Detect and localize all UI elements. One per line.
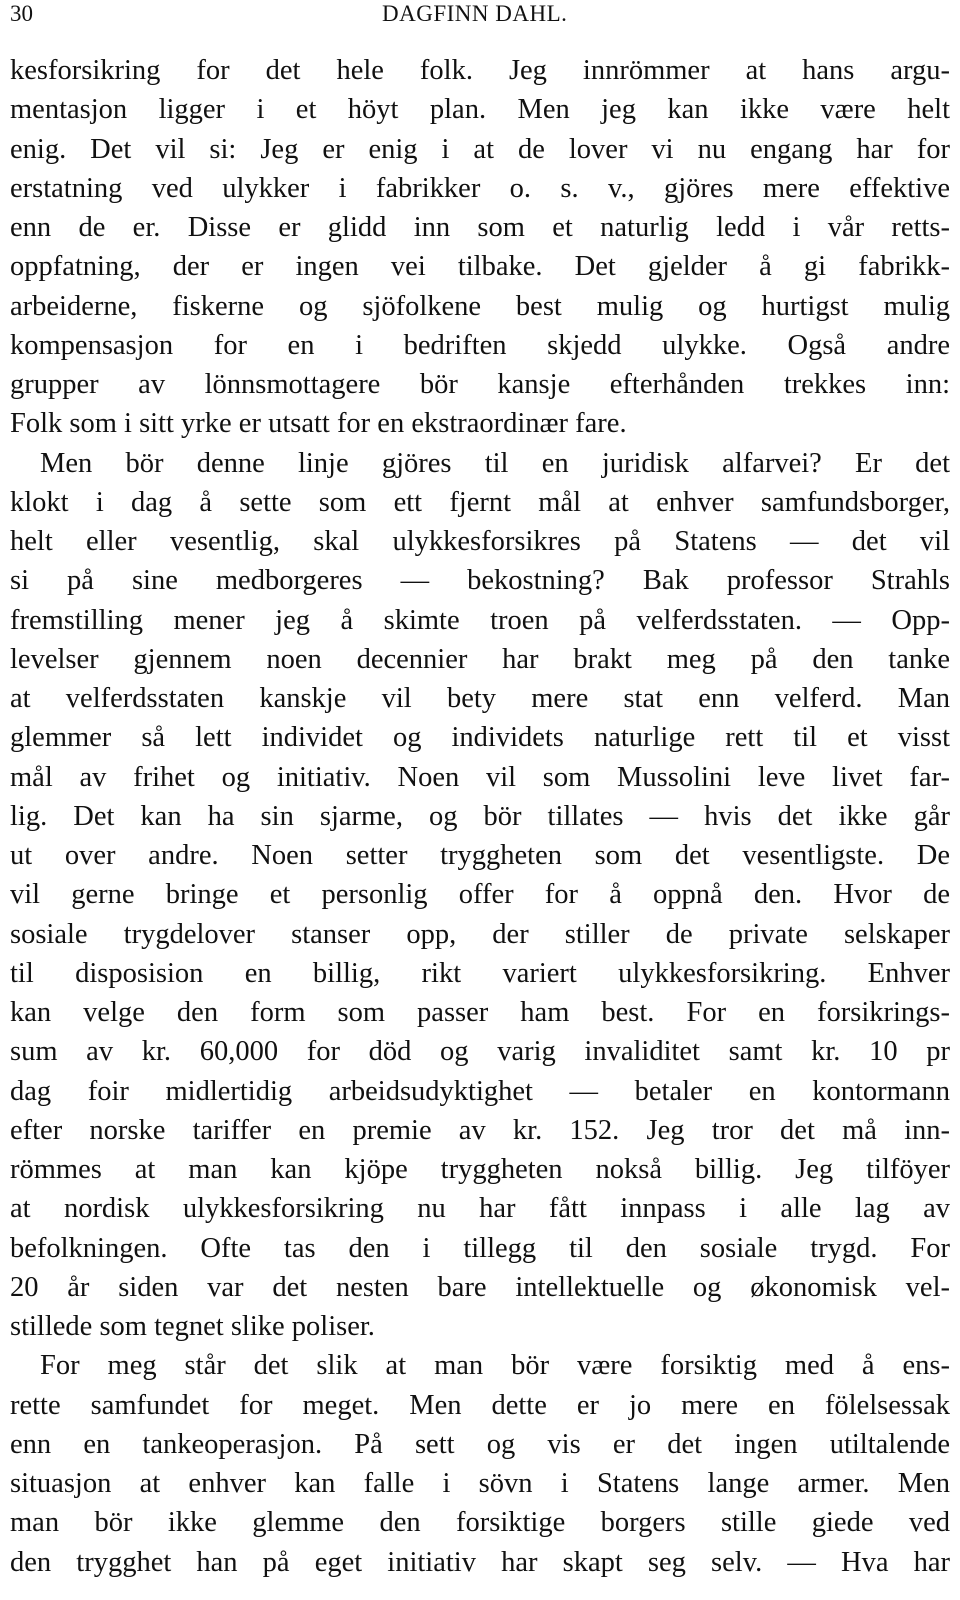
paragraph-start-line: For meg står det slik at man bör være forsiktig med å ens- <box>40 1350 950 1382</box>
page-header <box>10 0 950 30</box>
text-line: kesforsikring for det hele folk. Jeg innrömmer at hans argu- <box>10 55 950 86</box>
page-number: 30 <box>10 1 33 26</box>
text-line: efter norske tariffer en premie av kr. 152. Jeg tror det må inn- <box>10 1114 950 1146</box>
text-line: Folk som i sitt yrke er utsatt for en ekstraordinær fare. <box>10 408 627 440</box>
text-line: enig. Det vil si: Jeg er enig i at de lover vi nu engang har for <box>10 133 950 165</box>
text-line: rette samfundet for meget. Men dette er jo mere en fölelsessak <box>10 1389 950 1421</box>
text-line: stillede som tegnet slike poliser. <box>10 1311 375 1342</box>
text-line: ut over andre. Noen setter tryggheten som det vesentligste. De <box>10 840 950 871</box>
text-line: sosiale trygdelover stanser opp, der stiller de private selskaper <box>10 918 950 950</box>
body-text <box>10 51 950 1582</box>
paragraph-start-line: Men bör denne linje gjöres til en juridisk alfarvei? Er det <box>40 447 950 479</box>
text-line: den trygghet han på eget initiativ har skapt seg selv. — Hva har <box>10 1546 950 1578</box>
text-line: enn de er. Disse er glidd inn som et naturlig ledd i vår retts- <box>10 212 950 243</box>
text-line: vil gerne bringe et personlig offer for å oppnå den. Hvor de <box>10 879 950 911</box>
text-line: dag foir midlertidig arbeidsudyktighet — betaler en kontormann <box>10 1075 950 1107</box>
text-line: situasjon at enhver kan falle i sövn i Statens lange armer. Men <box>10 1468 950 1499</box>
text-line: kan velge den form som passer ham best. For en forsikrings- <box>10 997 950 1028</box>
text-line: helt eller vesentlig, skal ulykkesforsikres på Statens — det vil <box>10 526 950 557</box>
text-line: at velferdsstaten kanskje vil bety mere stat enn velferd. Man <box>10 683 950 714</box>
text-line: at nordisk ulykkesforsikring nu har fått innpass i alle lag av <box>10 1193 950 1225</box>
text-line: grupper av lönnsmottagere bör kansje efterhånden trekkes inn: <box>10 369 950 400</box>
text-line: mentasjon ligger i et höyt plan. Men jeg kan ikke være helt <box>10 94 950 126</box>
text-line: mål av frihet og initiativ. Noen vil som Mussolini leve livet far- <box>10 761 950 793</box>
text-line: arbeiderne, fiskerne og sjöfolkene best mulig og hurtigst mulig <box>10 290 950 322</box>
text-line: til disposision en billig, rikt variert ulykkesforsikring. Enhver <box>10 957 950 989</box>
text-line: erstatning ved ulykker i fabrikker o. s. v., gjöres mere effektive <box>10 172 950 204</box>
text-line: si på sine medborgeres — bekostning? Bak professor Strahls <box>10 565 950 597</box>
text-line: levelser gjennem noen decennier har brakt meg på den tanke <box>10 643 950 675</box>
text-line: oppfatning, der er ingen vei tilbake. Det gjelder å gi fabrikk- <box>10 251 950 283</box>
text-line: glemmer så lett individet og individets naturlige rett til et visst <box>10 722 950 754</box>
text-line: römmes at man kan kjöpe tryggheten nokså billig. Jeg tilföyer <box>10 1154 950 1185</box>
text-line: klokt i dag å sette som ett fjernt mål at enhver samfundsborger, <box>10 486 950 518</box>
text-line: 20 år siden var det nesten bare intellektuelle og økonomisk vel- <box>10 1271 950 1303</box>
text-line: kompensasjon for en i bedriften skjedd ulykke. Også andre <box>10 329 950 361</box>
text-line: fremstilling mener jeg å skimte troen på velferdsstaten. — Opp- <box>10 604 950 636</box>
text-line: lig. Det kan ha sin sjarme, og bör tillates — hvis det ikke går <box>10 800 950 832</box>
running-head: DAGFINN DAHL. <box>382 1 568 26</box>
text-line: enn en tankeoperasjon. På sett og vis er det ingen utiltalende <box>10 1428 950 1460</box>
text-line: man bör ikke glemme den forsiktige borgers stille giede ved <box>10 1507 950 1539</box>
text-line: befolkningen. Ofte tas den i tillegg til den sosiale trygd. For <box>10 1232 950 1264</box>
text-line: sum av kr. 60,000 for död og varig invaliditet samt kr. 10 pr <box>10 1036 950 1068</box>
